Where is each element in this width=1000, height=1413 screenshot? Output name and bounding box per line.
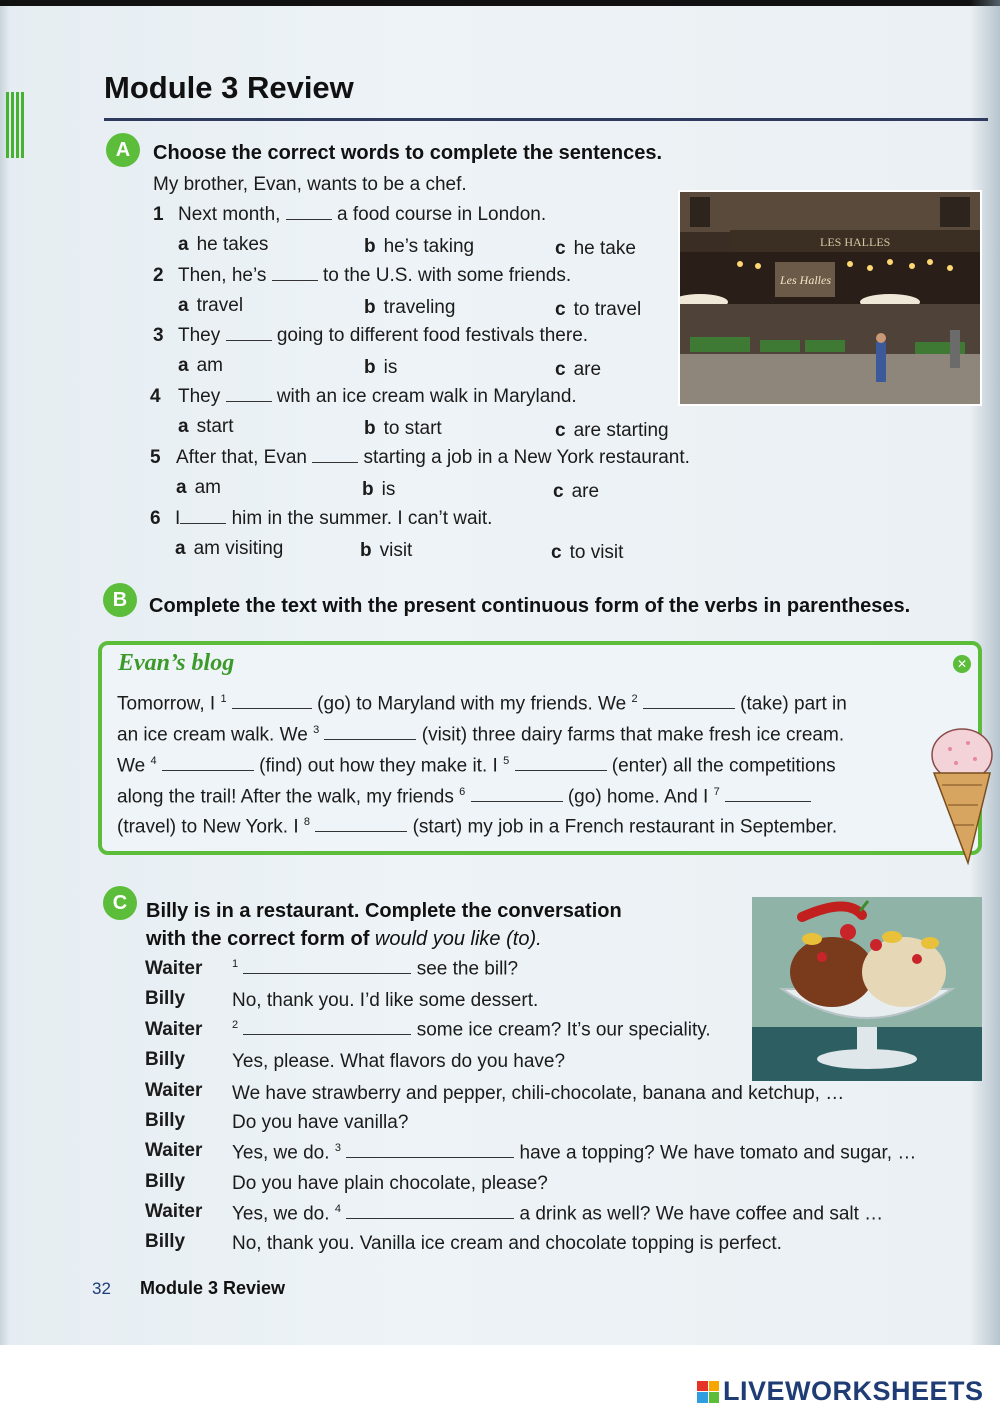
dialog-line-9: Yes, we do. $^4$ a drink as well? We have coffee and salt … bbox=[232, 1203, 884, 1225]
option-1a[interactable]: a he takes bbox=[178, 234, 269, 255]
section-b-instruction: Complete the text with the present continuous form of the verbs in parentheses. bbox=[149, 595, 911, 617]
option-6a[interactable]: a am visiting bbox=[175, 538, 284, 559]
title-divider bbox=[104, 118, 988, 121]
option-5b[interactable]: b is bbox=[362, 479, 396, 500]
dialog-line-3: $^2$ some ice cream? It’s our speciality. bbox=[232, 1019, 711, 1041]
option-6b[interactable]: b visit bbox=[360, 540, 413, 561]
speaker-label: Waiter bbox=[145, 1140, 203, 1161]
module-tab-marker bbox=[6, 92, 28, 158]
blog-line-5: (travel) to New York. I $^8$ (start) my job in a French restaurant in September. bbox=[117, 816, 838, 838]
option-3b[interactable]: b is bbox=[364, 357, 398, 378]
blog-blank-2[interactable] bbox=[643, 695, 735, 709]
item-number: 2 bbox=[153, 265, 164, 286]
answer-blank-2[interactable] bbox=[272, 267, 318, 281]
speaker-label: Waiter bbox=[145, 1201, 203, 1222]
page-spine bbox=[0, 0, 10, 1345]
speaker-label: Waiter bbox=[145, 1019, 203, 1040]
option-3a[interactable]: a am bbox=[178, 355, 223, 376]
blog-title: Evan’s blog bbox=[118, 650, 235, 676]
speaker-label: Billy bbox=[145, 1049, 186, 1070]
speaker-label: Billy bbox=[145, 1171, 186, 1192]
option-2a[interactable]: a travel bbox=[178, 295, 244, 316]
section-a-badge: A bbox=[106, 133, 140, 167]
page-title: Module 3 Review bbox=[104, 70, 354, 105]
section-b-badge: B bbox=[103, 583, 137, 617]
dialog-blank-1[interactable] bbox=[243, 960, 411, 974]
dialog-line-4: Yes, please. What flavors do you have? bbox=[232, 1051, 566, 1072]
item-number: 6 bbox=[150, 508, 161, 529]
scan-top-edge bbox=[0, 0, 1000, 6]
page-number: 32 bbox=[92, 1279, 111, 1298]
option-4b[interactable]: b to start bbox=[364, 418, 442, 439]
question-3: They going to different food festivals there. bbox=[178, 325, 589, 346]
answer-blank-1[interactable] bbox=[286, 206, 332, 220]
option-6c[interactable]: c to visit bbox=[551, 542, 624, 563]
option-1b[interactable]: b he’s taking bbox=[364, 236, 475, 257]
blog-blank-1[interactable] bbox=[232, 695, 312, 709]
dialog-line-7: Yes, we do. $^3$ have a topping? We have tomato and sugar, … bbox=[232, 1142, 917, 1164]
section-c-badge: C bbox=[103, 886, 137, 920]
question-2: Then, he’s to the U.S. with some friends. bbox=[178, 265, 572, 286]
section-a-intro: My brother, Evan, wants to be a chef. bbox=[153, 174, 467, 195]
question-6: I him in the summer. I can’t wait. bbox=[175, 508, 493, 529]
blog-line-2: an ice cream walk. We $^3$ (visit) three dairy farms that make fresh ice cream. bbox=[117, 724, 845, 746]
question-5: After that, Evan starting a job in a New York restaurant. bbox=[176, 447, 690, 468]
option-4c[interactable]: c are starting bbox=[555, 420, 669, 441]
footer-title: Module 3 Review bbox=[140, 1278, 286, 1298]
item-number: 4 bbox=[150, 386, 161, 407]
dialog-line-2: No, thank you. I’d like some dessert. bbox=[232, 990, 539, 1011]
option-4a[interactable]: a start bbox=[178, 416, 234, 437]
dialog-blank-2[interactable] bbox=[243, 1021, 411, 1035]
option-3c[interactable]: c are bbox=[555, 359, 602, 380]
dialog-line-10: No, thank you. Vanilla ice cream and chocolate topping is perfect. bbox=[232, 1233, 782, 1254]
close-icon: ✕ bbox=[953, 655, 971, 673]
speaker-label: Billy bbox=[145, 1110, 186, 1131]
item-number: 5 bbox=[150, 447, 161, 468]
answer-blank-6[interactable] bbox=[180, 510, 226, 524]
option-2b[interactable]: b traveling bbox=[364, 297, 456, 318]
option-2c[interactable]: c to travel bbox=[555, 299, 642, 320]
dialog-blank-4[interactable] bbox=[346, 1205, 514, 1219]
item-number: 3 bbox=[153, 325, 164, 346]
blog-blank-5[interactable] bbox=[515, 757, 607, 771]
liveworksheets-logo bbox=[697, 1376, 984, 1407]
dialog-blank-3[interactable] bbox=[346, 1144, 514, 1158]
dialog-line-6: Do you have vanilla? bbox=[232, 1112, 409, 1133]
speaker-label: Waiter bbox=[145, 958, 203, 979]
section-c-instruction-2: with the correct form of would you like (to). bbox=[146, 928, 542, 950]
option-5c[interactable]: c are bbox=[553, 481, 600, 502]
blog-blank-6[interactable] bbox=[471, 788, 563, 802]
liveworksheets-icon bbox=[697, 1381, 719, 1403]
section-c-instruction-1: Billy is in a restaurant. Complete the conversation bbox=[146, 900, 622, 922]
blog-blank-8[interactable] bbox=[315, 818, 407, 832]
restaurant-photo bbox=[678, 190, 982, 406]
blog-line-4: along the trail! After the walk, my friends $^6$ (go) home. And I $^7$ bbox=[117, 786, 811, 808]
liveworksheets-wordmark: LIVEWORKSHEETS bbox=[723, 1376, 984, 1406]
ice-cream-sundae-photo bbox=[752, 897, 982, 1081]
option-1c[interactable]: c he take bbox=[555, 238, 636, 259]
blog-line-3: We $^4$ (find) out how they make it. I $^5$ (enter) all the competitions bbox=[117, 755, 836, 777]
blog-blank-4[interactable] bbox=[162, 757, 254, 771]
answer-blank-5[interactable] bbox=[312, 449, 358, 463]
question-4: They with an ice cream walk in Maryland. bbox=[178, 386, 577, 407]
blog-line-1: Tomorrow, I $^1$ (go) to Maryland with my friends. We $^2$ (take) part in bbox=[117, 693, 847, 715]
question-1: Next month, a food course in London. bbox=[178, 204, 547, 225]
section-a-instruction: Choose the correct words to complete the sentences. bbox=[153, 142, 663, 164]
speaker-label: Waiter bbox=[145, 1080, 203, 1101]
answer-blank-4[interactable] bbox=[226, 388, 272, 402]
dialog-line-5: We have strawberry and pepper, chili-chocolate, banana and ketchup, … bbox=[232, 1083, 845, 1104]
option-5a[interactable]: a am bbox=[176, 477, 221, 498]
blog-blank-7[interactable] bbox=[725, 788, 811, 802]
restaurant-sign-text: Les Halles bbox=[780, 273, 831, 287]
speaker-label: Billy bbox=[145, 988, 186, 1009]
speaker-label: Billy bbox=[145, 1231, 186, 1252]
ice-cream-cone-illustration bbox=[920, 725, 995, 865]
dialog-line-8: Do you have plain chocolate, please? bbox=[232, 1173, 548, 1194]
svg-text:LES HALLES: LES HALLES bbox=[820, 235, 891, 249]
answer-blank-3[interactable] bbox=[226, 327, 272, 341]
blog-blank-3[interactable] bbox=[324, 726, 416, 740]
dialog-line-1: $^1$ see the bill? bbox=[232, 958, 519, 980]
item-number: 1 bbox=[153, 204, 164, 225]
